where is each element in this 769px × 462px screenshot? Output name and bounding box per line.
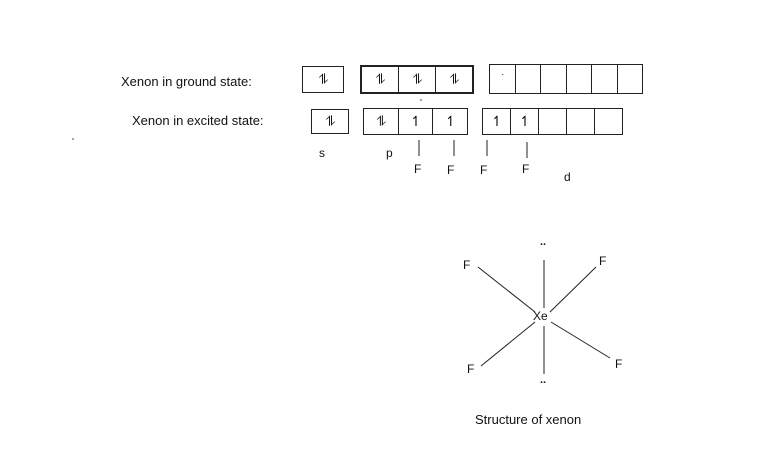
bond-label-f: F [522,162,530,176]
bond-line-bottom-left [481,322,535,366]
excited-state-label: Xenon in excited state: [132,113,264,128]
bond-line-top-right [550,267,596,312]
fluorine-bottom-left: F [467,362,475,376]
excited-p-cell: ⥮ [364,109,399,134]
ground-p-cell: ⥮ [399,67,436,92]
ground-state-label: Xenon in ground state: [121,74,252,89]
bond-label-f: F [414,162,422,176]
lone-pair-top: .. [540,236,547,248]
xe-atom-label: Xe [533,309,548,323]
s-orbital-label: s [319,146,325,160]
excited-d-cell: ↿ [511,109,539,134]
bond-line-top-left [478,267,535,312]
ground-s-cell: ⥮ [318,71,328,87]
ground-p-cell: ⥮ [362,67,399,92]
stray-dot [420,99,422,101]
excited-s-cell: ⥮ [325,113,335,129]
ground-p-cell: ⥮ [449,71,459,87]
fluorine-bottom-right: F [615,357,623,371]
fluorine-top-right: F [599,254,607,268]
p-orbital-label: p [386,146,393,160]
ground-d-cell: · [490,65,516,93]
bond-label-f: F [480,163,488,177]
excited-p-cell: ↿ [399,109,434,134]
d-orbital-label: d [564,170,571,184]
stray-dot [72,138,74,140]
structure-caption: Structure of xenon [475,412,582,427]
bond-line-bottom-right [551,322,610,358]
bond-label-f: F [447,163,455,177]
fluorine-top-left: F [463,258,471,272]
excited-p-cell: ↿ [444,113,456,129]
excited-d-cell: ↿ [483,109,511,134]
lone-pair-bottom: .. [540,374,547,386]
